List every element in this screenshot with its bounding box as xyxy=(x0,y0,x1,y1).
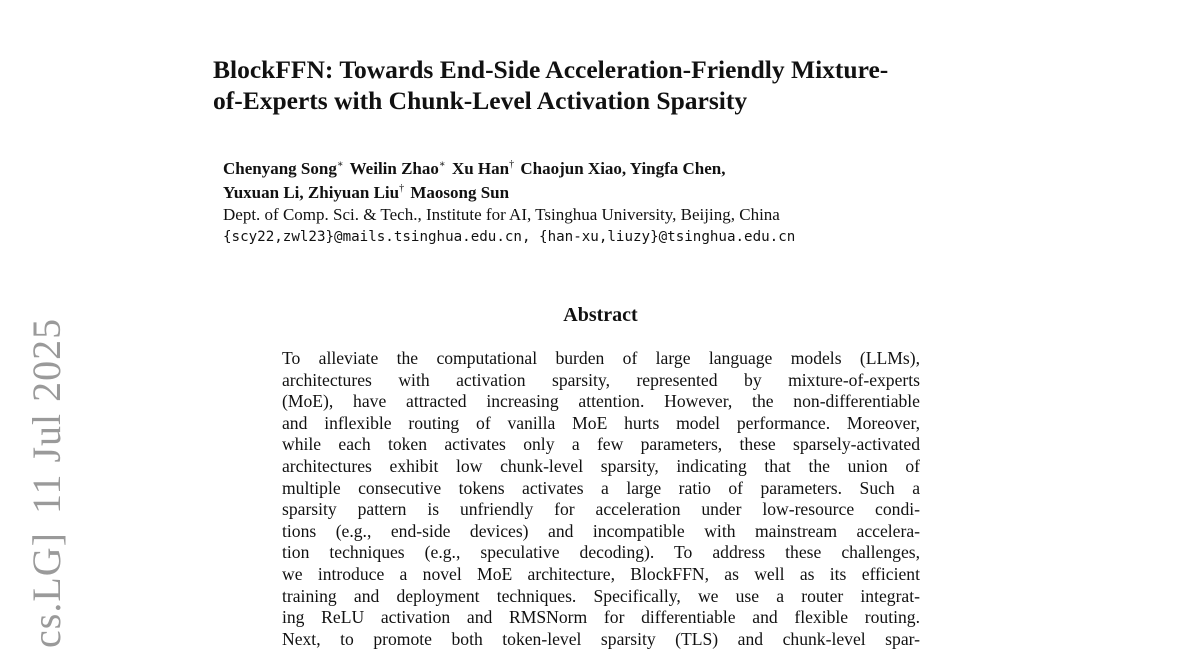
abstract-line: ing ReLU activation and RMSNorm for differentiable and flexible routing. xyxy=(282,607,920,628)
author-name: Weilin Zhao xyxy=(349,159,439,178)
arxiv-category: cs.LG] xyxy=(24,532,69,648)
author-name: Yingfa Chen, xyxy=(629,159,726,178)
paper-title-line-1: BlockFFN: Towards End-Side Acceleration-Friendly Mixture- xyxy=(213,55,889,84)
abstract-line: multiple consecutive tokens activates a large ratio of parameters. Such a xyxy=(282,477,920,498)
arxiv-date: 11 Jul 2025 xyxy=(24,317,69,515)
abstract-line: architectures exhibit low chunk-level sparsity, indicating that the union of xyxy=(282,455,920,476)
abstract-line: To alleviate the computational burden of large language models (LLMs), xyxy=(282,348,920,368)
author-affiliation-mark: † xyxy=(399,183,405,195)
paper-title xyxy=(213,54,1013,116)
author-name: Maosong Sun xyxy=(410,183,510,202)
abstract-line: we introduce a novel MoE architecture, BlockFFN, as well as its efficient xyxy=(282,563,920,584)
abstract-line: training and deployment techniques. Specifically, we use a router integrat- xyxy=(282,585,920,606)
author-affiliation-mark: ∗ xyxy=(438,159,446,171)
arxiv-side-stamp xyxy=(24,318,70,648)
author-name: Chaojun Xiao, xyxy=(520,159,627,178)
abstract-heading-text: Abstract xyxy=(563,304,638,326)
author-emails: {scy22,zwl23}@mails.tsinghua.edu.cn, {han-xu,liuzy}@tsinghua.edu.cn xyxy=(223,229,796,245)
author-name: Xu Han xyxy=(451,159,510,178)
paper-title-line-2: of-Experts with Chunk-Level Activation Sparsity xyxy=(213,86,748,115)
abstract-heading xyxy=(0,302,1200,328)
abstract-line: and inflexible routing of vanilla MoE hurts model performance. Moreover, xyxy=(282,412,920,433)
author-line-1 xyxy=(223,157,983,181)
author-name: Chenyang Song xyxy=(223,159,337,178)
author-list xyxy=(223,157,983,205)
author-affiliation-mark: † xyxy=(509,159,515,171)
author-affiliation-mark: ∗ xyxy=(336,159,344,171)
author-name: Zhiyuan Liu xyxy=(307,183,400,202)
abstract-line: tion techniques (e.g., speculative decoding). To address these challenges, xyxy=(282,542,920,563)
author-name: Yuxuan Li, xyxy=(223,183,304,202)
abstract-line: Next, to promote both token-level sparsity (TLS) and chunk-level spar- xyxy=(282,628,920,649)
abstract-line: sparsity pattern is unfriendly for acceleration under low-resource condi- xyxy=(282,499,920,520)
abstract-line: (MoE), have attracted increasing attention. However, the non-differentiable xyxy=(282,391,920,412)
abstract-line: while each token activates only a few parameters, these sparsely-activated xyxy=(282,434,920,455)
abstract-line: architectures with activation sparsity, represented by mixture-of-experts xyxy=(282,369,920,390)
abstract-line: tions (e.g., end-side devices) and incompatible with mainstream accelera- xyxy=(282,520,920,541)
author-line-2 xyxy=(223,181,983,205)
abstract-body xyxy=(282,348,920,650)
affiliation: Dept. of Comp. Sci. & Tech., Institute for AI, Tsinghua University, Beijing, China xyxy=(223,205,780,224)
